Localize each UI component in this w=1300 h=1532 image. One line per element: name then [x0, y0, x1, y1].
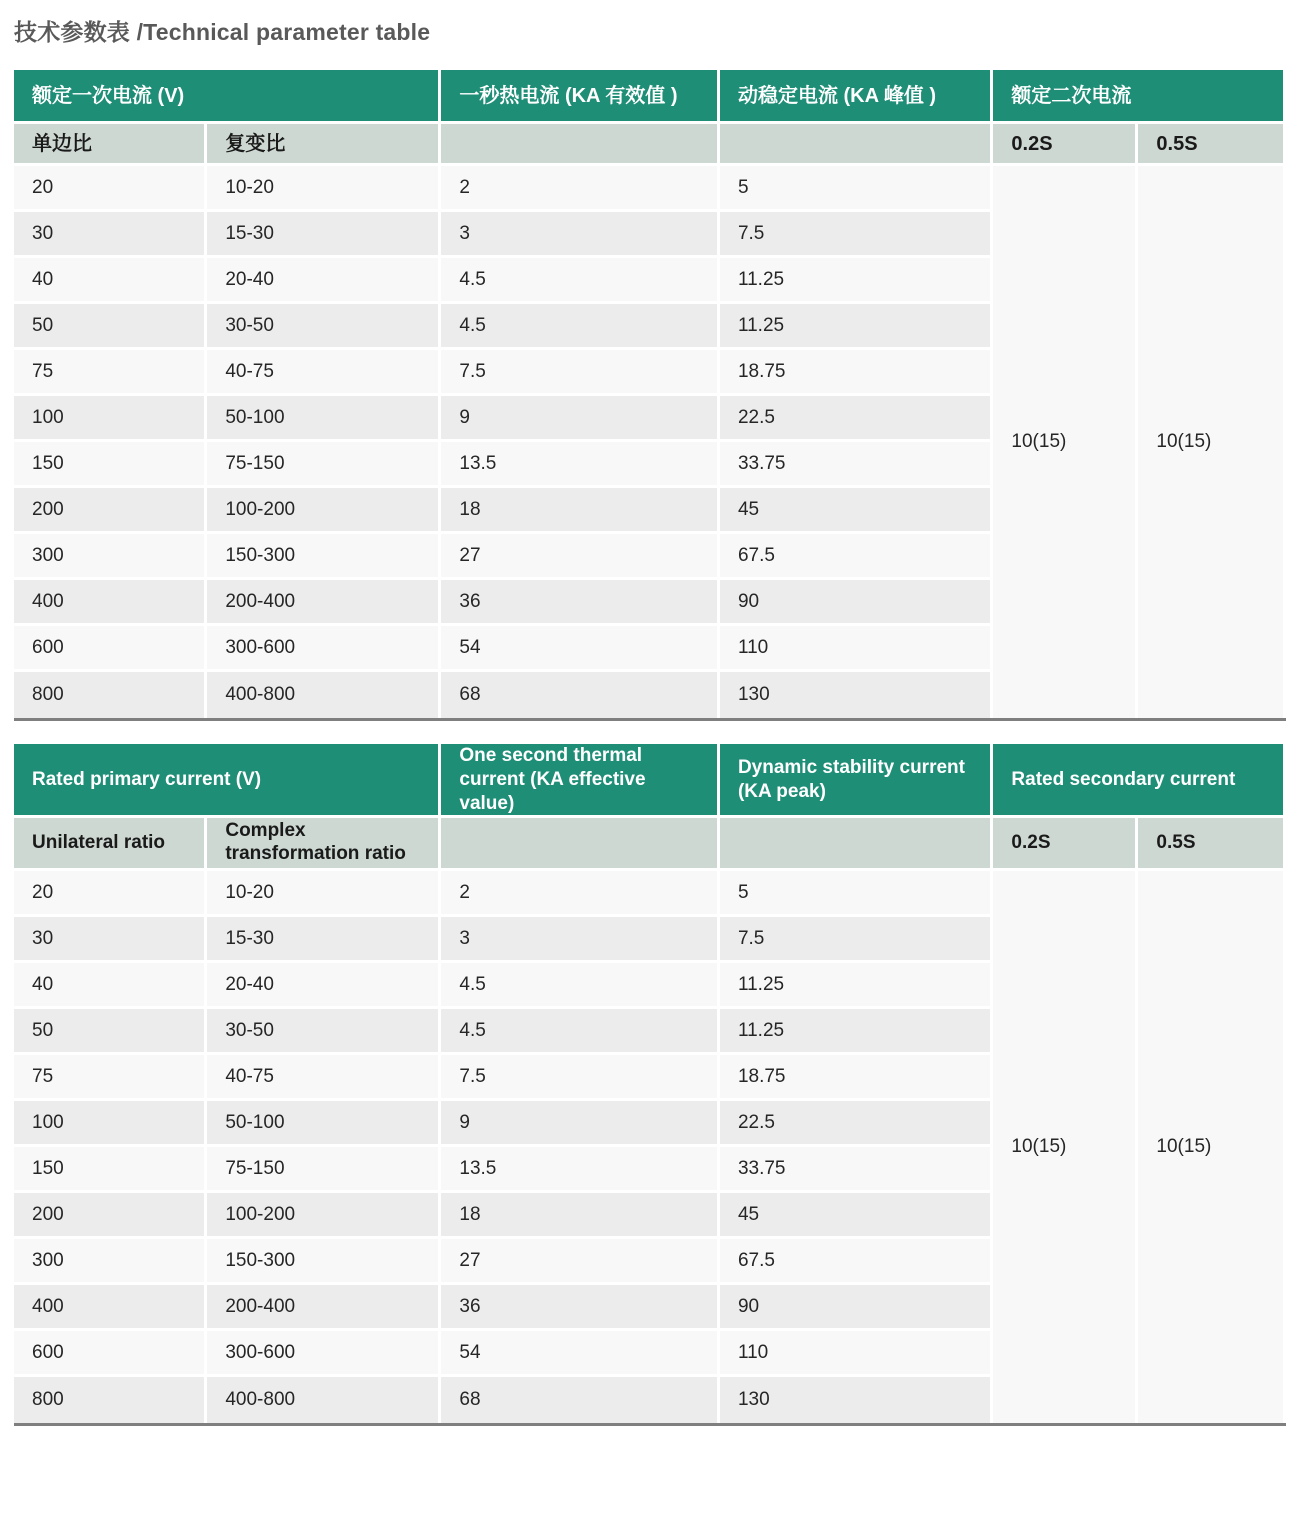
parameter-table-en: [14, 744, 1286, 1423]
data-cell: 30: [14, 212, 207, 258]
data-cell: 10-20: [207, 871, 441, 917]
data-cell: 7.5: [441, 350, 720, 396]
data-cell: 50: [14, 304, 207, 350]
data-cell: 4.5: [441, 304, 720, 350]
data-cell: 4.5: [441, 963, 720, 1009]
data-cell: 20: [14, 166, 207, 212]
header-rated-primary-current: Rated primary current (V): [14, 744, 441, 818]
data-cell: 200: [14, 1193, 207, 1239]
data-cell: 110: [720, 626, 993, 672]
data-cell: 4.5: [441, 1009, 720, 1055]
data-cell: 36: [441, 580, 720, 626]
data-cell: 800: [14, 672, 207, 718]
data-cell: 150-300: [207, 1239, 441, 1285]
page-title: 技术参数表 /Technical parameter table: [14, 19, 431, 45]
data-cell: 18: [441, 488, 720, 534]
data-cell: 150: [14, 442, 207, 488]
data-cell: 2: [441, 871, 720, 917]
data-cell: 10-20: [207, 166, 441, 212]
data-cell: 300-600: [207, 626, 441, 672]
subheader-empty: [441, 818, 720, 871]
data-cell: 150: [14, 1147, 207, 1193]
data-cell: 54: [441, 1331, 720, 1377]
data-cell: 30: [14, 917, 207, 963]
data-cell: 9: [441, 396, 720, 442]
data-cell: 68: [441, 672, 720, 718]
table-header-en: [14, 744, 1286, 871]
subheader-complex-ratio: 复变比: [207, 124, 441, 166]
data-cell: 200-400: [207, 580, 441, 626]
data-cell: 75-150: [207, 1147, 441, 1193]
data-cell: 11.25: [720, 963, 993, 1009]
data-cell: 75: [14, 1055, 207, 1101]
data-cell: 130: [720, 672, 993, 718]
data-cell: 200-400: [207, 1285, 441, 1331]
data-cell: 67.5: [720, 1239, 993, 1285]
data-cell: 600: [14, 626, 207, 672]
data-cell: 22.5: [720, 1101, 993, 1147]
data-cell: 54: [441, 626, 720, 672]
data-cell: 27: [441, 1239, 720, 1285]
data-cell: 13.5: [441, 1147, 720, 1193]
data-cell: 20-40: [207, 258, 441, 304]
data-cell: 11.25: [720, 1009, 993, 1055]
data-cell: 3: [441, 212, 720, 258]
data-cell: 400: [14, 580, 207, 626]
subheader-0-5s: 0.5S: [1138, 818, 1286, 871]
data-cell: 20-40: [207, 963, 441, 1009]
subheader-empty: [720, 818, 993, 871]
data-cell: 7.5: [720, 212, 993, 258]
data-cell: 40-75: [207, 350, 441, 396]
header-dynamic-stability-current: 动稳定电流 (KA 峰值 ): [720, 70, 993, 124]
data-cell: 30-50: [207, 304, 441, 350]
data-cell: 100-200: [207, 1193, 441, 1239]
merged-secondary-current-cell: 10(15): [1138, 871, 1286, 1423]
data-cell: 600: [14, 1331, 207, 1377]
header-thermal-current: One second thermal current (KA effective value): [441, 744, 720, 818]
data-cell: 27: [441, 534, 720, 580]
data-cell: 200: [14, 488, 207, 534]
table-header-cn: [14, 70, 1286, 166]
data-cell: 20: [14, 871, 207, 917]
data-cell: 130: [720, 1377, 993, 1423]
data-cell: 45: [720, 488, 993, 534]
data-cell: 36: [441, 1285, 720, 1331]
data-cell: 7.5: [441, 1055, 720, 1101]
data-cell: 67.5: [720, 534, 993, 580]
subheader-0-2s: 0.2S: [993, 124, 1138, 166]
header-rated-secondary-current: Rated secondary current: [993, 744, 1286, 818]
data-cell: 100: [14, 1101, 207, 1147]
data-cell: 40: [14, 258, 207, 304]
data-cell: 4.5: [441, 258, 720, 304]
data-cell: 15-30: [207, 212, 441, 258]
data-cell: 5: [720, 166, 993, 212]
subheader-empty: [441, 124, 720, 166]
data-cell: 400-800: [207, 1377, 441, 1423]
sub-header-row: [14, 124, 1286, 166]
header-rated-secondary-current: 额定二次电流: [993, 70, 1286, 124]
parameter-table-cn: [14, 70, 1286, 718]
data-cell: 9: [441, 1101, 720, 1147]
technical-table-english: [14, 744, 1286, 1426]
data-cell: 30-50: [207, 1009, 441, 1055]
data-cell: 50-100: [207, 1101, 441, 1147]
main-header-row: [14, 70, 1286, 124]
data-cell: 400: [14, 1285, 207, 1331]
data-cell: 68: [441, 1377, 720, 1423]
subheader-complex-ratio: Complex transformation ratio: [207, 818, 441, 871]
data-cell: 150-300: [207, 534, 441, 580]
data-cell: 50: [14, 1009, 207, 1055]
subheader-empty: [720, 124, 993, 166]
table-body-cn: [14, 166, 1286, 718]
data-cell: 2: [441, 166, 720, 212]
subheader-0-5s: 0.5S: [1138, 124, 1286, 166]
subheader-0-2s: 0.2S: [993, 818, 1138, 871]
data-cell: 75: [14, 350, 207, 396]
data-cell: 800: [14, 1377, 207, 1423]
data-cell: 33.75: [720, 442, 993, 488]
data-cell: 18: [441, 1193, 720, 1239]
sub-header-row: [14, 818, 1286, 871]
data-cell: 40-75: [207, 1055, 441, 1101]
data-cell: 3: [441, 917, 720, 963]
data-cell: 15-30: [207, 917, 441, 963]
data-cell: 100-200: [207, 488, 441, 534]
data-cell: 7.5: [720, 917, 993, 963]
subheader-unilateral-ratio: Unilateral ratio: [14, 818, 207, 871]
data-cell: 100: [14, 396, 207, 442]
data-cell: 300: [14, 1239, 207, 1285]
data-cell: 300-600: [207, 1331, 441, 1377]
table-row: [14, 871, 1286, 917]
merged-secondary-current-cell: 10(15): [993, 166, 1138, 718]
data-cell: 40: [14, 963, 207, 1009]
data-cell: 110: [720, 1331, 993, 1377]
data-cell: 22.5: [720, 396, 993, 442]
data-cell: 11.25: [720, 304, 993, 350]
data-cell: 90: [720, 580, 993, 626]
data-cell: 11.25: [720, 258, 993, 304]
subheader-unilateral-ratio: 单边比: [14, 124, 207, 166]
header-thermal-current: 一秒热电流 (KA 有效值 ): [441, 70, 720, 124]
data-cell: 300: [14, 534, 207, 580]
data-cell: 18.75: [720, 1055, 993, 1101]
data-cell: 400-800: [207, 672, 441, 718]
data-cell: 18.75: [720, 350, 993, 396]
table-row: [14, 166, 1286, 212]
data-cell: 13.5: [441, 442, 720, 488]
merged-secondary-current-cell: 10(15): [1138, 166, 1286, 718]
data-cell: 50-100: [207, 396, 441, 442]
merged-secondary-current-cell: 10(15): [993, 871, 1138, 1423]
data-cell: 45: [720, 1193, 993, 1239]
data-cell: 75-150: [207, 442, 441, 488]
table-body-en: [14, 871, 1286, 1423]
header-rated-primary-current: 额定一次电流 (V): [14, 70, 441, 124]
data-cell: 90: [720, 1285, 993, 1331]
data-cell: 33.75: [720, 1147, 993, 1193]
header-dynamic-stability-current: Dynamic stability current (KA peak): [720, 744, 993, 818]
data-cell: 5: [720, 871, 993, 917]
technical-table-chinese: [14, 70, 1286, 721]
main-header-row: [14, 744, 1286, 818]
